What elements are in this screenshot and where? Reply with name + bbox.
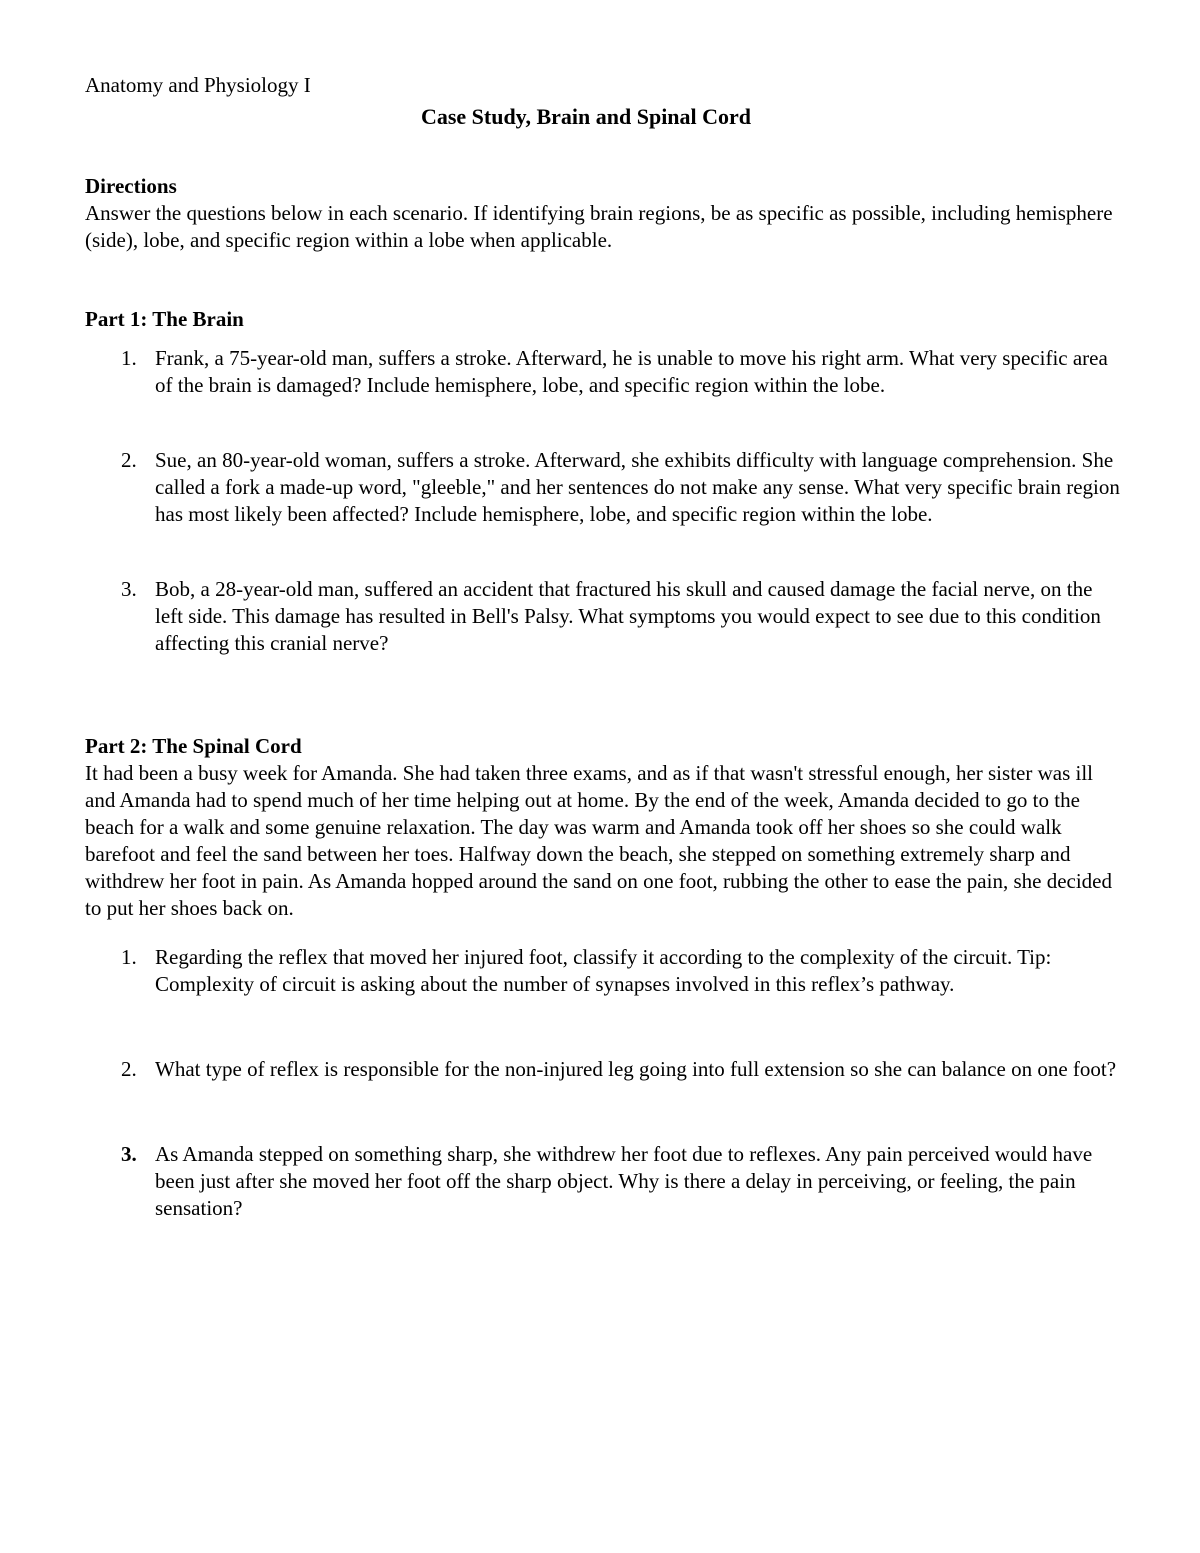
question-text: Sue, an 80-year-old woman, suffers a stroke. Afterward, she exhibits difficulty with language comprehension. She called a fork a made-up word, "gleeble," and her sentences do not make any sense. What very specific brain region has most likely been affected? Include hemisphere, lobe, and specific region within the lobe. — [155, 448, 1120, 526]
document-title: Case Study, Brain and Spinal Cord — [420, 104, 752, 129]
document-page — [85, 72, 1125, 1222]
question-text: Bob, a 28-year-old man, suffered an accident that fractured his skull and caused damage the facial nerve, on the left side. This damage has resulted in Bell's Palsy. What symptoms you would expect to see due to this condition affecting this cranial nerve? — [155, 577, 1101, 655]
part1-heading: Part 1: The Brain — [85, 307, 244, 331]
question-number: 2. — [121, 448, 137, 472]
question-number: 1. — [121, 945, 137, 969]
question-number: 3. — [121, 1142, 137, 1166]
part2-question-list — [85, 944, 1125, 1222]
question-number: 2. — [121, 1057, 137, 1081]
course-title: Anatomy and Physiology I — [85, 73, 311, 97]
question-text: Frank, a 75-year-old man, suffers a stroke. Afterward, he is unable to move his right arm. What very specific area of the brain is damaged? Include hemisphere, lobe, and specific region within the lobe. — [155, 346, 1108, 397]
question-text: As Amanda stepped on something sharp, she withdrew her foot due to reflexes. Any pain perceived would have been just after she moved her foot off the sharp object. Why is there a delay in perceiving, or feeling, the pain sensation? — [155, 1142, 1093, 1220]
directions-heading: Directions — [85, 174, 177, 198]
question-number: 1. — [121, 346, 137, 370]
part1-question-1 — [85, 345, 1125, 399]
part1-question-3 — [85, 576, 1125, 657]
part2-question-1 — [85, 944, 1125, 998]
part2-question-2 — [85, 1056, 1125, 1083]
directions-text: Answer the questions below in each scenario. If identifying brain regions, be as specific as possible, including hemisphere (side), lobe, and specific region within a lobe when applicable. — [85, 201, 1113, 252]
question-number: 3. — [121, 577, 137, 601]
part1-question-2 — [85, 447, 1125, 528]
part2-heading: Part 2: The Spinal Cord — [85, 734, 302, 758]
part1-question-list — [85, 345, 1125, 657]
question-text: Regarding the reflex that moved her injured foot, classify it according to the complexity of the circuit. Tip: Complexity of circuit is asking about the number of synapses involved in this reflex’s pathway. — [155, 945, 1052, 996]
part2-question-3 — [85, 1141, 1125, 1222]
question-text: What type of reflex is responsible for the non-injured leg going into full extension so she can balance on one foot? — [155, 1057, 1117, 1081]
part2-scenario: It had been a busy week for Amanda. She had taken three exams, and as if that wasn't stressful enough, her sister was ill and Amanda had to spend much of her time helping out at home. By the end of the week, Amanda decided to go to the beach for a walk and some genuine relaxation. The day was warm and Amanda took off her shoes so she could walk barefoot and feel the sand between her toes. Halfway down the beach, she stepped on something extremely sharp and withdrew her foot in pain. As Amanda hopped around the sand on one foot, rubbing the other to ease the pain, she decided to put her shoes back on. — [85, 761, 1112, 920]
